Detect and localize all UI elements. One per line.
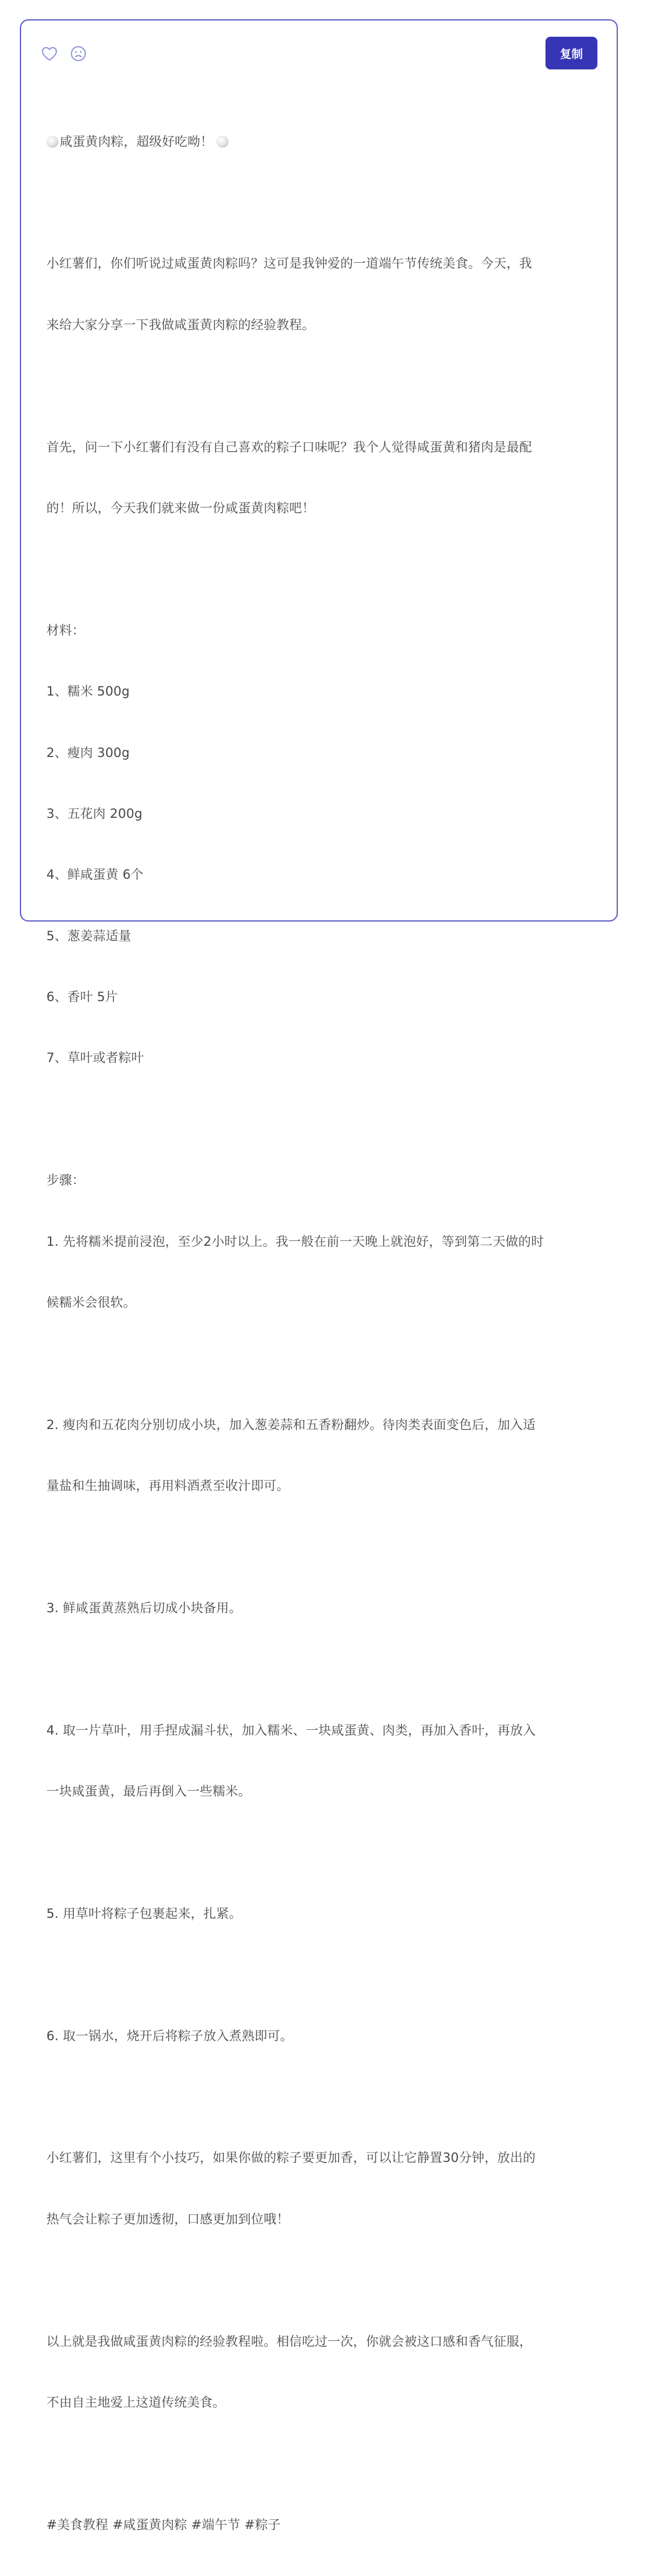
heart-icon-graphic — [41, 46, 58, 61]
post-title — [46, 91, 601, 193]
text-line: 1. 先将糯米提前浸泡，至少2小时以上。我一般在前一天晚上就泡好，等到第二天做的时 — [46, 1234, 544, 1249]
steps-heading: 步骤： — [46, 1173, 85, 1188]
text-line: 以上就是我做咸蛋黄肉粽的经验教程啦。相信吃过一次，你就会被这口感和香气征服， — [46, 2334, 532, 2349]
text-line: 6. 取一锅水，烧开后将粽子放入煮熟即可。 — [46, 2028, 293, 2043]
step-5 — [46, 1863, 601, 1965]
ingredient-item: 5、葱姜蒜适量 — [46, 928, 131, 943]
response-card — [20, 19, 618, 2532]
ingredient-item: 1、糯米 500g — [46, 684, 130, 699]
text-line: 量盐和生抽调味，再用料酒煮至收汁即可。 — [46, 1478, 289, 1494]
intro-paragraph — [46, 213, 601, 376]
step-6 — [46, 1985, 601, 2087]
step-4 — [46, 1680, 601, 1842]
text-line: 小红薯们，你们听说过咸蛋黄肉粽吗？这可是我钟爱的一道端午节传统美食。今天，我 — [46, 256, 532, 271]
ingredients-heading: 材料： — [46, 623, 85, 638]
ingredient-item: 7、草叶或者粽叶 — [46, 1051, 144, 1066]
text-line: 首先，问一下小红薯们有没有自己喜欢的粽子口味呢？我个人觉得咸蛋黄和猪肉是最配 — [46, 439, 532, 454]
text-line: 3. 鲜咸蛋黄蒸熟后切成小块备用。 — [46, 1600, 242, 1615]
text-line: 来给大家分享一下我做咸蛋黄肉粽的经验教程。 — [46, 317, 315, 332]
copy-button[interactable]: 复制 — [546, 37, 597, 69]
text-line: 小红薯们，这里有个小技巧，如果你做的粽子要更加香，可以让它静置30分钟，放出的 — [46, 2150, 536, 2166]
ingredient-item: 4、鲜咸蛋黄 6个 — [46, 867, 144, 882]
text-line: 热气会让粽子更加透彻，口感更加到位哦！ — [46, 2211, 289, 2226]
text-line: 2. 瘦肉和五花肉分别切成小块，加入葱姜蒜和五香粉翻炒。待肉类表面变色后，加入适 — [46, 1417, 536, 1432]
text-line: 不由自主地爱上这道传统美食。 — [46, 2395, 225, 2410]
step-1 — [46, 1130, 601, 1354]
hashtag-line: #美食教程 #咸蛋黄肉粽 #端午节 #粽子 — [46, 2517, 281, 2532]
outro-paragraph — [46, 2291, 601, 2454]
hashtags — [46, 2474, 601, 2576]
response-toolbar — [21, 20, 617, 87]
ingredients-section — [46, 580, 601, 1110]
rice-ball-emoji-icon — [216, 136, 228, 148]
heart-icon[interactable] — [40, 45, 58, 63]
step-2 — [46, 1374, 601, 1537]
question-paragraph — [46, 397, 601, 559]
frown-face-icon[interactable] — [69, 45, 87, 63]
ingredient-item: 6、香叶 5片 — [46, 990, 118, 1005]
rice-ball-emoji-icon — [46, 136, 58, 148]
response-content — [46, 91, 601, 2576]
frown-face-icon-graphic — [70, 45, 87, 62]
ingredient-item: 3、五花肉 200g — [46, 806, 143, 821]
tip-paragraph — [46, 2108, 601, 2270]
text-line: 一块咸蛋黄，最后再倒入一些糯米。 — [46, 1784, 251, 1799]
text-line: 4. 取一片草叶，用手捏成漏斗状，加入糯米、一块咸蛋黄、肉类，再加入香叶，再放入 — [46, 1723, 536, 1738]
step-3 — [46, 1557, 601, 1659]
post-title-text: 咸蛋黄肉粽，超级好吃呦！ — [60, 134, 213, 149]
text-line: 的！所以，今天我们就来做一份咸蛋黄肉粽吧！ — [46, 500, 315, 515]
text-line: 候糯米会很软。 — [46, 1295, 136, 1310]
text-line: 5. 用草叶将粽子包裹起来，扎紧。 — [46, 1906, 242, 1921]
ingredient-item: 2、瘦肉 300g — [46, 745, 130, 760]
